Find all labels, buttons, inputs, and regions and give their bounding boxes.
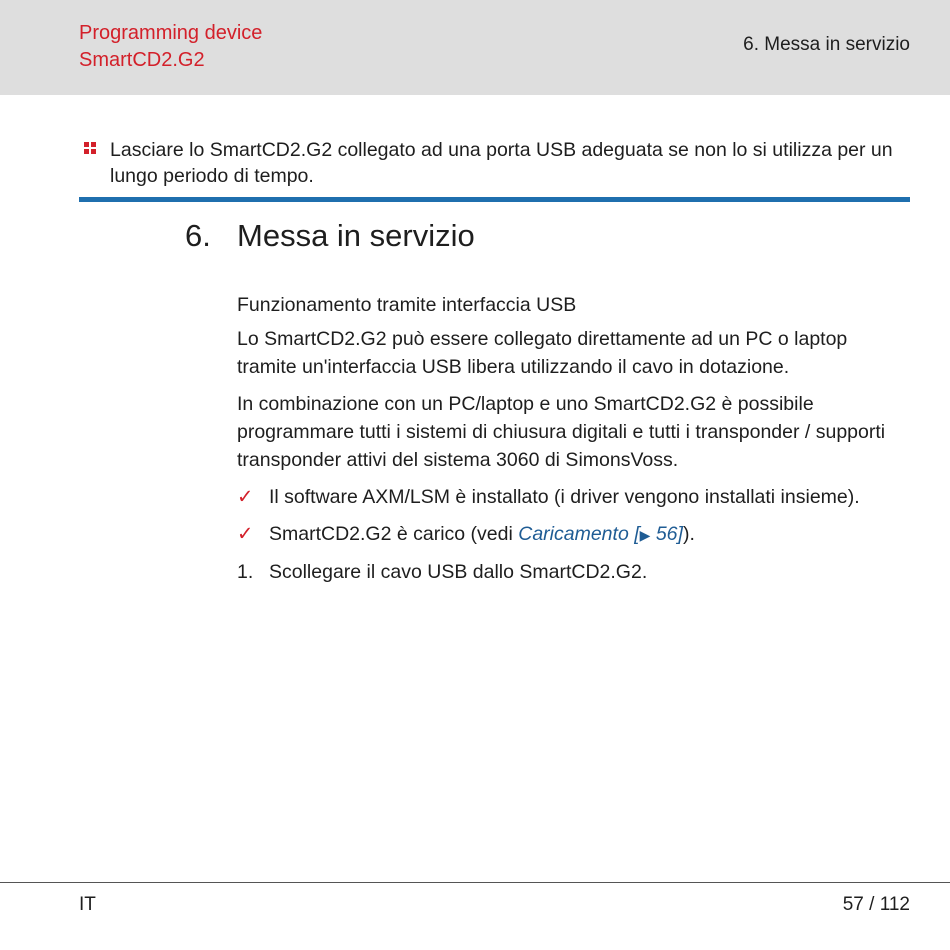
checkmark-icon: ✓: [237, 486, 254, 508]
link-page: 56]: [650, 523, 683, 545]
body-content: [237, 291, 907, 595]
paragraph-programming: In combinazione con un PC/laptop e uno SmartCD2.G2 è possibile programmare tutti i sistemi di chiusura digitali e tutti i transponder / supporti transponder attivi del sistema 3060 di SimonsVoss.: [237, 393, 886, 471]
header-section-title: 6. Messa in servizio: [743, 34, 910, 55]
tip-text: Lasciare lo SmartCD2.G2 collegato ad una porta USB adeguata se non lo si utilizza per un lungo periodo di tempo.: [110, 139, 893, 187]
prerequisite-item: [237, 483, 907, 511]
paragraph-usb-connection: Lo SmartCD2.G2 può essere collegato direttamente ad un PC o laptop tramite un'interfaccia USB libera utilizzando il cavo in dotazione.: [237, 328, 848, 378]
section-divider: [79, 197, 910, 202]
document-title: [79, 20, 262, 74]
step-text: Scollegare il cavo USB dallo SmartCD2.G2.: [269, 561, 648, 583]
chapter-heading: [185, 216, 475, 256]
chapter-title: Messa in servizio: [237, 218, 475, 253]
prerequisite-text: SmartCD2.G2 è carico (vedi: [269, 523, 519, 545]
page-header: [0, 0, 950, 95]
dot-grid-icon: [84, 142, 96, 154]
checkmark-icon: ✓: [237, 523, 254, 545]
footer-language: IT: [79, 894, 96, 915]
prerequisite-text-end: ).: [682, 523, 695, 545]
footer-divider: [0, 882, 950, 883]
prerequisite-text: Il software AXM/LSM è installato (i driver vengono installati insieme).: [269, 486, 860, 508]
chapter-number: 6.: [185, 218, 211, 253]
document-title-line1: Programming device: [79, 22, 263, 44]
tip-note: [79, 137, 910, 189]
prerequisite-item: [237, 520, 907, 549]
page-number: 57 / 112: [842, 894, 910, 915]
caricamento-link[interactable]: [518, 523, 683, 545]
link-label: Caricamento [: [518, 523, 640, 545]
document-title-line2: SmartCD2.G2: [79, 49, 205, 71]
step-item: [237, 558, 907, 586]
step-number: 1.: [237, 561, 254, 583]
subheading: Funzionamento tramite interfaccia USB: [237, 294, 577, 316]
play-arrow-icon: ▶: [639, 527, 651, 543]
